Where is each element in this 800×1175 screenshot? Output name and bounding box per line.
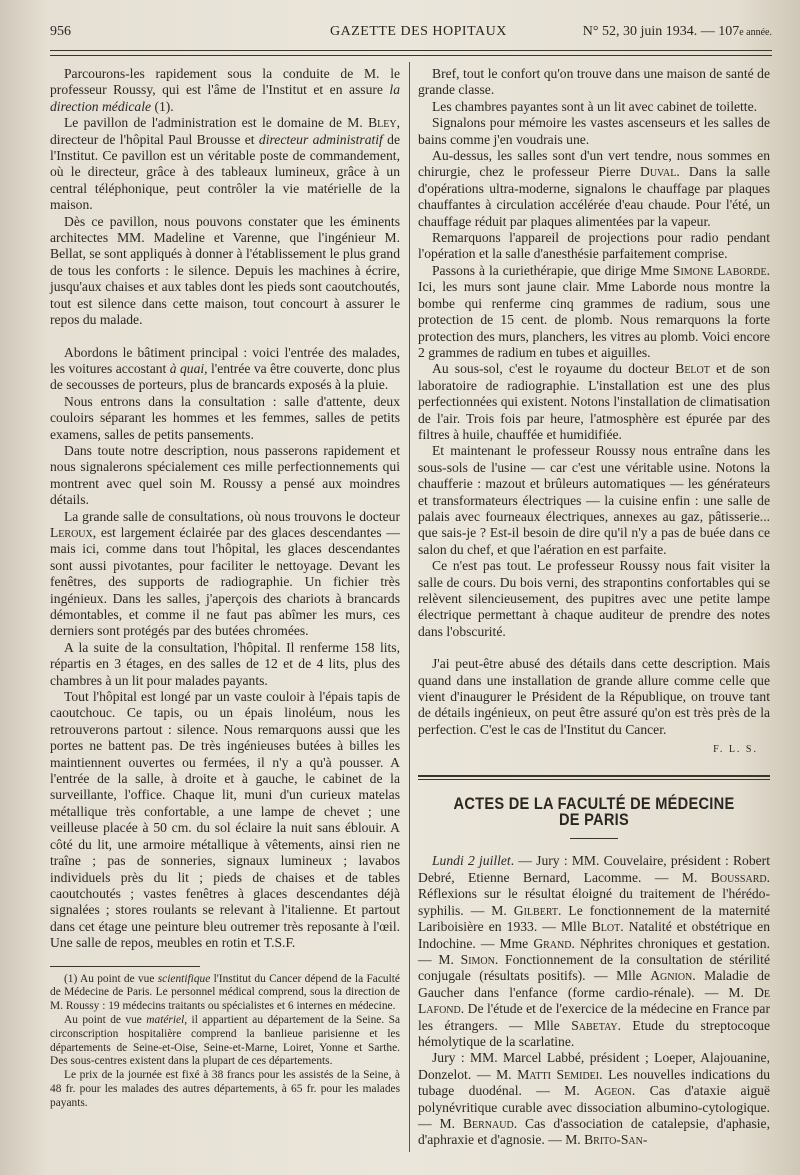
section-title: ACTES DE LA FACULTÉ DE MÉDECINE DE PARIS <box>453 793 735 830</box>
paragraph: J'ai peut-être abusé des détails dans cette description. Mais quand dans une installation de grande allure comme celle que vient d'inaugurer le Président de la République, on trouve tant de détails ingénieux, on peut être assuré qu'on est très près de la perfection. C'est le cas de l'Institut du Cancer. <box>418 656 770 737</box>
left-article-body <box>50 66 400 952</box>
title-underline <box>570 838 618 839</box>
left-column <box>50 66 400 1111</box>
footnotes <box>50 966 400 1111</box>
page-number: 956 <box>50 24 71 39</box>
paragraph: Abordons le bâtiment principal : voici l'entrée des malades, les voitures accostant à quai, l'entrée va être couverte, donc plus de secousses de porteurs, plus de brancards exposés à la pluie. <box>50 344 400 393</box>
paragraph: Signalons pour mémoire les vastes ascenseurs et les salles de bains comme j'en voudrais une. <box>418 115 770 147</box>
act-entry: Jury : MM. Marcel Labbé, président ; Loeper, Alajouanine, Donzelot. — M. Matti Semidei. Les nouvelles indications du tubage duodénal. — M. Ageon. Cas d'ataxie aiguë polynévritique curable avec dissociation albumino-cytologique. — M. Bernaud. Cas d'association de catalepsie, d'aphasie, d'aphraxie et d'agnosie. — M. Brito-San- <box>418 1050 770 1148</box>
paragraph: A la suite de la consultation, l'hôpital. Il renferme 158 lits, répartis en 3 étages, en des salles de 12 et de 4 lits, plus des chambres à un lit pour malades payants. <box>50 639 400 688</box>
column-divider <box>409 62 410 1152</box>
paragraph: Passons à la curiethérapie, que dirige Mme Simone Laborde. Ici, les murs sont jaune clair. Mme Laborde nous montre la bombe qui renferme cinq grammes de radium, sous une protection de 15 cent. de plomb. Nous remarquons la forte protection des murs, planchers, les vitres au plomb. Voici encore 2 grammes de radium en tubes et aiguilles. <box>418 262 770 360</box>
faculty-acts <box>418 853 770 1148</box>
right-article-body <box>418 66 770 738</box>
page-header <box>50 24 772 52</box>
paragraph: Nous entrons dans la consultation : salle d'attente, deux couloirs séparant les hommes et les femmes, salles de petits examens, salles de petits pansements. <box>50 393 400 442</box>
right-column <box>418 66 770 1149</box>
paragraph: Et maintenant le professeur Roussy nous entraîne dans les sous-sols de l'usine — car c'est une véritable usine. Notons la chaufferie : mazout et brûleurs automatiques — les générateurs et transformateurs électriques — la cuisine enfin : une salle de palais avec fourneaux électriques, annexes au gaz, pâtisserie... que sais-je ? Est-il besoin de dire qu'il n'y a pas de buée dans ce salon du chef, et que l'aération en est parfaite. <box>418 443 770 557</box>
header-rule <box>50 50 772 56</box>
paragraph: Dans toute notre description, nous passerons rapidement et nous signalerons spécialement ces mille perfectionnements qui montrent avec quel soin M. Roussy a pensé aux moindres détails. <box>50 442 400 508</box>
footnote: (1) Au point de vue scientifique l'Institut du Cancer dépend de la Faculté de Médecine de Paris. Le personnel médical comprend, sous la direction de M. Roussy : 19 médecins traitants ou spécialistes et 6 internes en médecine. <box>50 972 400 1013</box>
paragraph: Au-dessus, les salles sont d'un vert tendre, nous sommes en chirurgie, chez le professeur Pierre Duval. Dans la salle d'opérations ultra-moderne, signalons le chauffage par plaques chauffantes à circulation accélérée d'eau chaude. Pour l'été, un chauffage réduit par plaques alimentées par la vapeur. <box>418 148 770 229</box>
footnote: Au point de vue matériel, il appartient au département de la Seine. Sa circonscription hospitalière comprend la banlieue parisienne et les départements de Seine-et-Oise, Seine-et-Marne, Loiret, Yonne et Sarthe. Des sous-centres existent dans la plupart de ces départements. <box>50 1013 400 1068</box>
paragraph: Dès ce pavillon, nous pouvons constater que les éminents architectes MM. Madeline et Varenne, que l'ingénieur M. Bellat, se sont appliqués à donner à l'établissement le plus grand de tous les conforts : le silence. Depuis les machines à écrire, jusqu'aux chaises et aux tables dont les pieds sont caoutchoutés, tout est silence dans cette maison, tout concourt à assurer le repos du malade. <box>50 213 400 328</box>
act-entry: Lundi 2 juillet. — Jury : MM. Couvelaire, président : Robert Debré, Etienne Bernard, Lacomme. — M. Boussard. Réflexions sur le résultat éloigné du traitement de l'hérédo-syphilis. — M. Gilbert. Le fonctionnement de la maternité Lariboisière en 1933. — Mlle Blot. Natalité et obstétrique en Indochine. — Mme Grand. Néphrites chroniques et gestation. — M. Simon. Fonctionnement de la consultation de stérilité conjugale (résultats positifs). — Mlle Agnion. Maladie de Gaucher dans l'enfance (forme cardio-rénale). — M. De Lafond. De l'étude et de l'exercice de la médecine en France par les étrangers. — Mlle Sabetay. Etude du streptocoque hémolytique de la scarlatine. <box>418 853 770 1049</box>
paragraph: Ce n'est pas tout. Le professeur Roussy nous fait visiter la salle de cours. Du bois verni, des strapontins confortables qui se relèvent silencieusement, des pupitres avec une petite lampe électrique permettant à chaque auditeur de prendre des notes dans l'obscurité. <box>418 558 770 639</box>
paragraph: Au sous-sol, c'est le royaume du docteur Belot et de son laboratoire de radiographie. L'installation est une des plus perfectionnées qui existent. Notons l'installation de climatisation de l'air. Trois fois par heure, l'atmosphère est épurée par des filtres à huile, chauffée et humidifiée. <box>418 361 770 442</box>
paragraph: Parcourons-les rapidement sous la conduite de M. le professeur Roussy, qui est l'âme de l'Institut et en assure la direction médicale (1). <box>50 66 400 114</box>
footnote-rule <box>50 966 200 967</box>
paragraph: Bref, tout le confort qu'on trouve dans une maison de santé de grande classe. <box>418 66 770 98</box>
paragraph: Remarquons l'appareil de projections pour radio pendant l'opération et la salle d'anesthésie parfaitement comprise. <box>418 230 770 262</box>
paragraph: Les chambres payantes sont à un lit avec cabinet de toilette. <box>432 98 757 114</box>
footnote: Le prix de la journée est fixé à 38 francs pour les assistés de la Seine, à 48 fr. pour les malades des autres départements, à 65 fr. pour les malades payants. <box>50 1069 400 1109</box>
paragraph: La grande salle de consultations, où nous trouvons le docteur Leroux, est largement éclairée par des glaces descendantes — mais ici, comme dans tout l'hôpital, les glaces descendantes sont aussi pivotantes, pour faciliter le nettoyage. Devant les fenêtres, des supports de radiographie. Un fichier très ingénieux. Dans les salles, j'aperçois des chariots à brancards démontables, et comme il ne faut pas abîmer les murs, ces derniers sont protégés par des butées chromées. <box>50 508 400 639</box>
paragraph: Tout l'hôpital est longé par un vaste couloir à l'épais tapis de caoutchouc. Ce tapis, ou un épais linoléum, nous les retrouverons partout : silence. Nous remarquons aussi que les portes ne battent pas. De très ingénieuses butées à billes les maintiennent ouvertes ou fermées, il n'y a qu'à pousser. A l'entrée de la salle, à droite et à gauche, le cabinet de la surveillante, l'office. Chaque lit, muni d'un curieux matelas métallique très confortable, a une lampe de chevet ; une veilleuse placée à 50 cm. du sol éclaire la nuit sans éblouir. A côté du lit, une armoire métallique à vêtements, ainsi rien ne traîne ; pas de sonneries, signaux lumineux ; lavabos individuels près du lit ; pieds de chaises et de tables caoutchoutés ; vastes fenêtres à glaces descendantes déjà signalées ; stores roulants se relevant à l'italienne. Et partout dans cet étage une peinture bleu outremer très reposante à l'œil. Une salle de repos, meubles en rotin et T.S.F. <box>50 689 400 951</box>
section-separator <box>418 775 770 780</box>
issue-info: N° 52, 30 juin 1934. — 107e année. <box>582 24 772 39</box>
journal-title: GAZETTE DES HOPITAUX <box>330 24 507 39</box>
paragraph: Le pavillon de l'administration est le domaine de M. Bley, directeur de l'hôpital Paul Brousse et directeur administratif de l'Institut. Ce pavillon est un véritable poste de commandement, où le directeur, grâce à des tableaux lumineux, grâce à un central téléphonique, peut contrôler la vie matérielle de la maison. <box>50 115 400 213</box>
author-signature: F. L. S. <box>713 744 758 756</box>
